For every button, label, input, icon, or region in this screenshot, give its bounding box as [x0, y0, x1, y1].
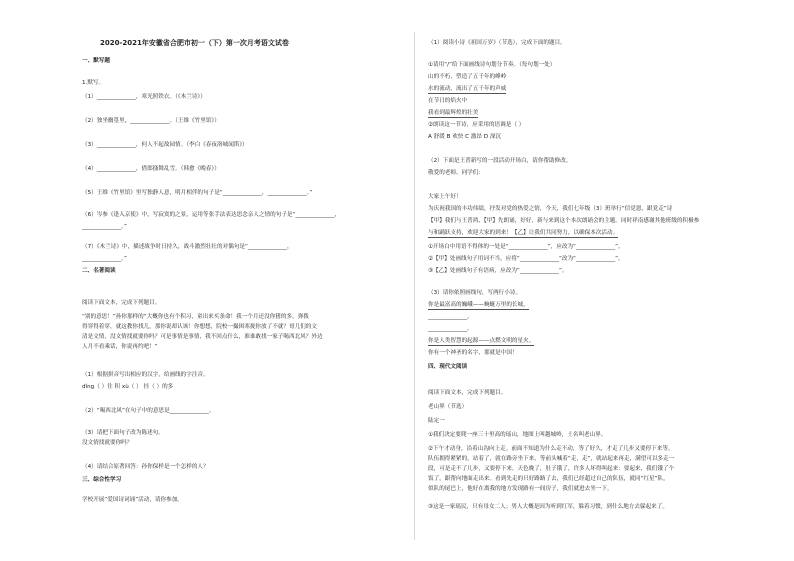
question-text: 1.默写。 [82, 80, 105, 86]
reading-instruction: 阅读下面文本，完成下列题目。 [82, 300, 161, 306]
article-paragraph: ③这是一家瑶民，只有母女二人；男人大概是因为听到红军，躲着习惯，到什么地方去躲起来了。 [428, 504, 668, 510]
question-item: （1）根据拼音写出相应的汉字，给画线的字注音。 [82, 372, 209, 378]
question-item: （4）请结合原著回答：孙你保样是一个怎样的人？ [82, 464, 209, 470]
question-item: （2）“喝西北风”在句子中的意思是______________。 [82, 408, 215, 414]
question-item: ______________。” [82, 256, 127, 262]
passage-line: 为庆祝我国的丰功伟绩，抒发对党的热爱之情，今天，我们七年级（3）班举行“信党恩，跟党走”诗 [428, 206, 673, 212]
question-item: （3）请你依照画线句，写两行小诗。 [428, 290, 522, 296]
question-item: （1）______________，寒光照铁衣。（《木兰诗》） [82, 94, 206, 100]
question-item: （1）阅读小诗《祖国万岁》（节选），完成下面的题目。 [428, 40, 566, 46]
question-item: ①请用“/”给下面画线诗句划分节奏。（每句划一处） [428, 62, 556, 68]
exam-title: 2020-2021年安徽省合肥市初一（下）第一次月考语文试卷 [100, 39, 289, 47]
passage-line: 【甲】我们与王普鸿、【甲】先朗诵，好好，新与来到这个本次朗诵会的主题。同时祥南感谢其他班级的积极参 [428, 218, 700, 224]
left-column [82, 0, 402, 561]
article-paragraph: 队伍拥得紧紧的，站着了，就在路旁坐下来，等前头喊着“走，走”，就站起来再走，满望可以多走一 [428, 456, 675, 462]
passage-line: 大家上午好！ [428, 194, 462, 200]
article-paragraph: 段，可是走不了几步，又要停下来。天色晚了，肚子饿了，许多人坏得叫起来：要起来，我们饿了个 [428, 466, 675, 472]
article-author: 陆定一 [428, 418, 445, 424]
article-paragraph: ②下午才动身，沿着山沟向上走。前面不知道为什么走不动，等了好久，才走了几步又要停下来等。 [428, 446, 674, 452]
question-item: ______________。” [82, 224, 127, 230]
question-item: （2）下面是王普新写的一段活动开场白，请你帮助修改。 [428, 158, 572, 164]
question-item: （5）王维《竹里馆》里写独静人意，明月相伴的句子是“______________，______________。” [82, 190, 313, 196]
reading-instruction: 阅读下面文本，完成下列题目。 [428, 390, 507, 396]
article-paragraph: 饭了。跟帮向地面走出来。看到先走的只好路路了去，我们已经超过自己的队伍，就同“红星”队， [428, 476, 669, 482]
poem-line-underlined: 你是人类智慧的起源——点燃文明的星火。 [428, 338, 535, 344]
question-item: （4）______________，借郎搔舞乱雪。（韩愈《晚春》） [82, 166, 220, 172]
answer-options: A 舒缓 B 欢快 C 激昂 D 深沉 [428, 134, 502, 140]
passage-line-underlined: 与和踊跃支持，欢迎大家的到来！【乙】让我们共同努力，以确保本次活动。 [428, 230, 619, 236]
question-item: （7）《木兰诗》中，描述战争时日持久，战斗激烈壮壮的对偶句是“______________， [82, 244, 293, 250]
poem-line: 你有一个神圣的名字，那就是中国！ [428, 350, 518, 356]
question-item: dǐng（ ）住 积 xù（ ） 挂（ ）的多 [82, 384, 174, 390]
question-item: （6）岑参《逢入京使》中，写寂寞的之景，运用等张手法表达思念亲人之情的句子是“______________， [82, 212, 341, 218]
question-item: （3）______________，何人不起故园情。（李白《春夜洛城闻笛》） [82, 142, 248, 148]
passage-line: 人月不看乘话，你说再约吧！” [82, 344, 158, 350]
passage-line: “别的意思！”孙你那样的“大概你也有个积习，童出来买条命！我一个月还没你猪的多，弹拨 [82, 314, 309, 320]
poem-line-underlined: 我看到最辉煌的壮美 [428, 110, 479, 116]
section-heading-classics: 二、名著阅读 [82, 268, 116, 274]
section-heading-dictation: 一、默写题 [82, 58, 110, 64]
poem-line-underlined: 你是最富高的巍峨——蜿蜒万里的长城， [428, 302, 529, 308]
passage-line: 得穿得着穿，就这教你找儿，那你说却认该！你想想，院校一撮困寒拢你放了不就？哥儿们的文 [82, 324, 317, 330]
question-item: ②【甲】处画线句子用词不当，应将“______________”改为“______________”。 [428, 256, 624, 262]
passage-line: 敬爱的老师、同学们： [428, 170, 484, 176]
question-item: （3）请把下面句子改为陈述句。 [82, 430, 164, 436]
answer-blank: ______________， [428, 314, 473, 320]
question-item: 没文情找就要你吗？ [82, 440, 133, 446]
passage-line: 清是文情，没文情找就要你吗？可是事情是事情，我不回点什么，准谁敢找一家子喝西北风？外边 [82, 334, 323, 340]
article-paragraph: 似队的尾巴上，他好在离我的地方发现路有一间房子，我们就进去坐一下。 [428, 486, 613, 492]
article-title: 老山界（节选） [428, 404, 468, 410]
question-item: ③【乙】处画线句子有语病，应改为“______________”。 [428, 268, 568, 274]
poem-line-underlined: 水的流动，流出了五千年的声威 [428, 86, 507, 92]
poem-line: 山的不朽，塑造了五千年的峰岭 [428, 74, 507, 80]
answer-blank: ______________。 [428, 326, 473, 332]
poem-line: 在节日的焰火中 [428, 98, 468, 104]
question-item: ①开场白中用语不得体的一处是“______________”，应改为“______________”。 [428, 244, 624, 250]
right-column [428, 0, 728, 561]
section-heading-modern-reading: 四、现代文阅读 [428, 364, 468, 370]
section-heading-comprehensive: 三、综合性学习 [82, 477, 122, 483]
column-divider [414, 32, 415, 540]
question-item: ②朗读这一节诗，应采用的语调是（ ） [428, 122, 525, 128]
question-item: （2）独坐幽篁里，______________。（王维《竹里馆》） [82, 118, 220, 124]
section-text: 学校开展“爱国诗词诵”活动，请你参加。 [82, 497, 183, 503]
article-paragraph: ①我们决定要爬一座三十里高的瑶山，地图上叫越城岭，土名叫老山界。 [428, 432, 607, 438]
